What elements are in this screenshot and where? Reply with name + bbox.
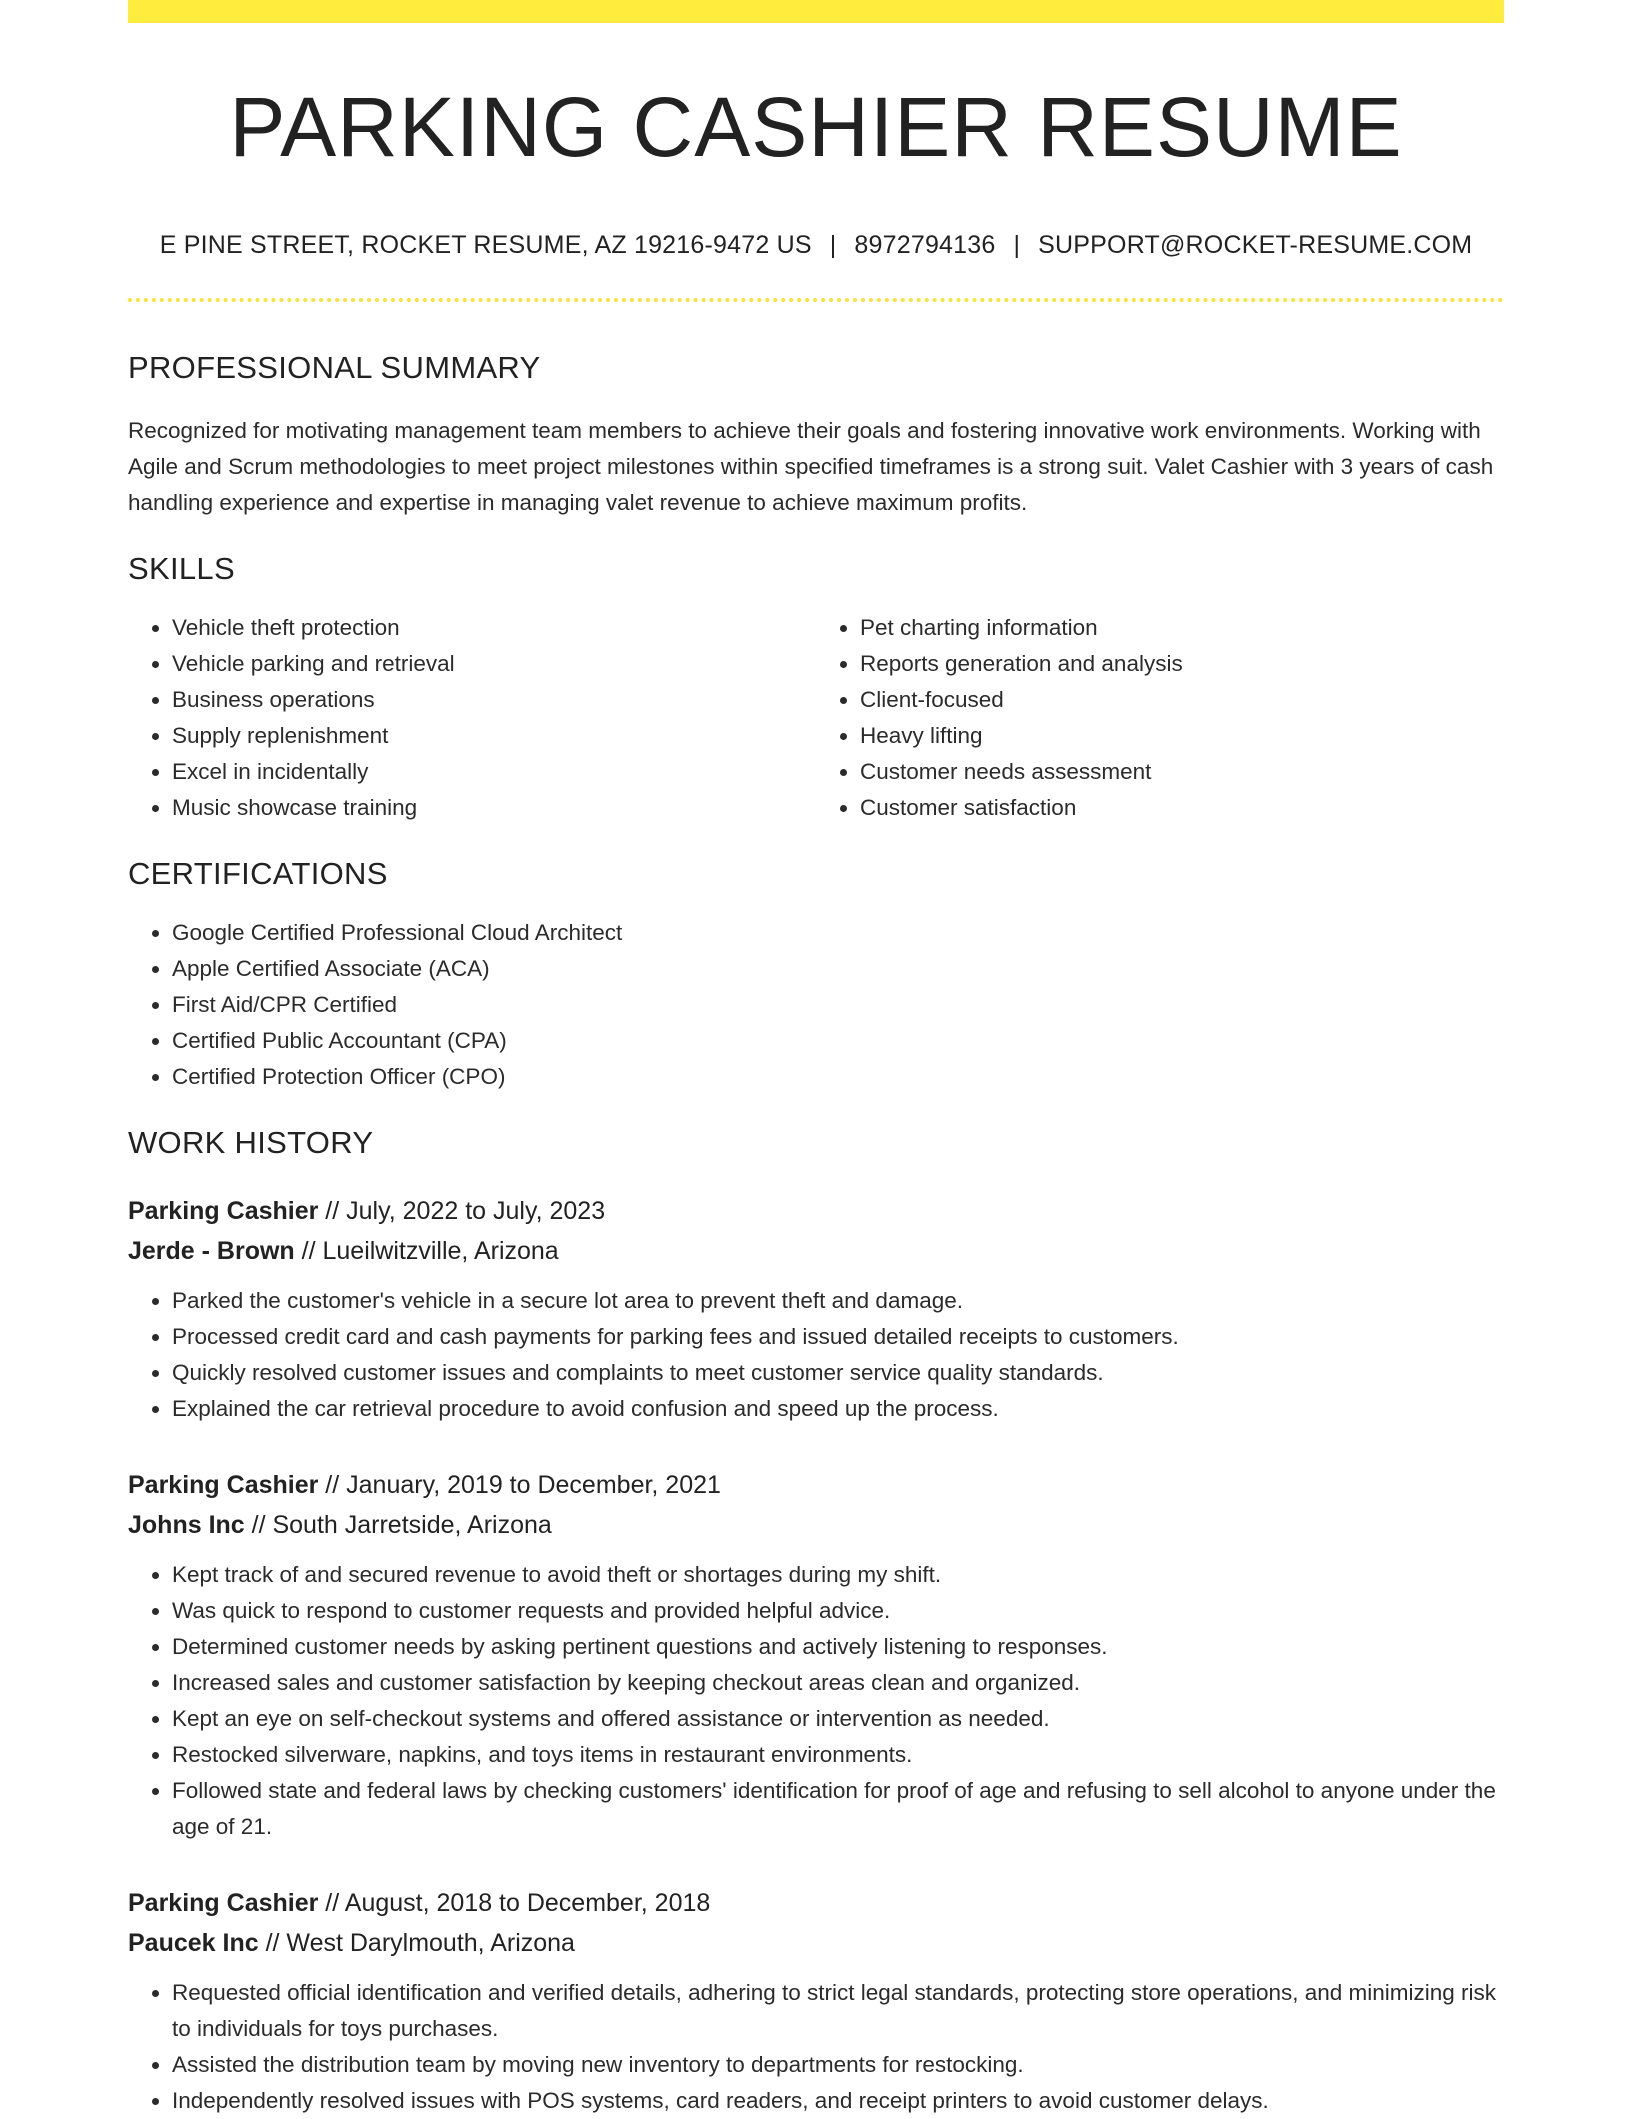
job-title: Parking Cashier xyxy=(128,1471,319,1500)
job-title: Parking Cashier xyxy=(128,1889,319,1918)
job-company: Jerde - Brown xyxy=(128,1237,295,1266)
job-company: Paucek Inc xyxy=(128,1929,259,1958)
contact-line xyxy=(128,231,1504,260)
certification-item: • Apple Certified Associate (ACA) xyxy=(172,951,1504,987)
job-bullet: • Restocked silverware, napkins, and toys items in restaurant environments. xyxy=(172,1737,1504,1773)
job-bullet: • Kept track of and secured revenue to avoid theft or shortages during my shift. xyxy=(172,1557,1504,1593)
skills-list xyxy=(128,610,1504,826)
skill-item: • Business operations xyxy=(172,682,816,718)
job-dates: // August, 2018 to December, 2018 xyxy=(318,1889,711,1918)
job-bullet: • Independently resolved issues with POS systems, card readers, and receipt printers to avoid customer delays. xyxy=(172,2083,1504,2119)
skill-item: • Client-focused xyxy=(860,682,1504,718)
skills-column-left xyxy=(128,610,816,826)
job-bullets xyxy=(128,1283,1504,1427)
work-history-heading: WORK HISTORY xyxy=(128,1125,374,1161)
resume-page xyxy=(128,0,1504,2119)
job-bullet: • Followed state and federal laws by checking customers' identification for proof of age and refusing to sell alcohol to anyone under the age of 21. xyxy=(172,1773,1504,1845)
contact-separator: | xyxy=(829,231,837,260)
skills-column-right xyxy=(816,610,1504,826)
skill-item: • Excel in incidentally xyxy=(172,754,816,790)
job-title: Parking Cashier xyxy=(128,1197,319,1226)
job-title-line xyxy=(128,1883,1504,1923)
skill-item: • Customer needs assessment xyxy=(860,754,1504,790)
job-company-line xyxy=(128,1505,1504,1545)
job-bullets xyxy=(128,1557,1504,1845)
summary-heading: PROFESSIONAL SUMMARY xyxy=(128,350,541,386)
contact-address: E PINE STREET, ROCKET RESUME, AZ 19216-9472 US xyxy=(159,231,812,260)
certifications-list xyxy=(128,915,1504,1095)
job-bullet: • Kept an eye on self-checkout systems and offered assistance or intervention as needed. xyxy=(172,1701,1504,1737)
job-location: // South Jarretside, Arizona xyxy=(244,1511,552,1540)
skill-item: • Reports generation and analysis xyxy=(860,646,1504,682)
job-dates: // July, 2022 to July, 2023 xyxy=(318,1197,606,1226)
job-title-line xyxy=(128,1465,1504,1505)
certification-item: • Certified Public Accountant (CPA) xyxy=(172,1023,1504,1059)
resume-title: PARKING CASHIER RESUME xyxy=(229,80,1403,174)
contact-separator: | xyxy=(1013,231,1021,260)
job-entry xyxy=(128,1465,1504,1845)
certifications-heading: CERTIFICATIONS xyxy=(128,856,388,892)
job-bullet: • Requested official identification and verified details, adhering to strict legal standards, protecting store operations, and minimizing risk to individuals for toys purchases. xyxy=(172,1975,1504,2047)
job-entry xyxy=(128,1883,1504,2119)
skill-item: • Pet charting information xyxy=(860,610,1504,646)
skills-heading: SKILLS xyxy=(128,551,235,587)
top-accent-bar xyxy=(128,0,1504,23)
job-bullets xyxy=(128,1975,1504,2119)
skill-item: • Heavy lifting xyxy=(860,718,1504,754)
job-dates: // January, 2019 to December, 2021 xyxy=(318,1471,721,1500)
summary-text: Recognized for motivating management team members to achieve their goals and fostering innovative work environments. Working with Agile and Scrum methodologies to meet project milestones within specified timeframes is a strong suit. Valet Cashier with 3 years of cash handling experience and expertise in managing valet revenue to achieve maximum profits. xyxy=(128,418,1494,516)
skill-item: • Vehicle parking and retrieval xyxy=(172,646,816,682)
job-bullet: • Explained the car retrieval procedure to avoid confusion and speed up the process. xyxy=(172,1391,1504,1427)
skill-item: • Supply replenishment xyxy=(172,718,816,754)
certification-item: • Google Certified Professional Cloud Architect xyxy=(172,915,1504,951)
certification-item: • First Aid/CPR Certified xyxy=(172,987,1504,1023)
job-bullet: • Parked the customer's vehicle in a secure lot area to prevent theft and damage. xyxy=(172,1283,1504,1319)
skill-item: • Music showcase training xyxy=(172,790,816,826)
skill-item: • Vehicle theft protection xyxy=(172,610,816,646)
skill-item: • Customer satisfaction xyxy=(860,790,1504,826)
job-location: // West Darylmouth, Arizona xyxy=(258,1929,575,1958)
job-company: Johns Inc xyxy=(128,1511,245,1540)
job-entry xyxy=(128,1191,1504,1427)
job-bullet: • Processed credit card and cash payments for parking fees and issued detailed receipts to customers. xyxy=(172,1319,1504,1355)
job-bullet: • Assisted the distribution team by moving new inventory to departments for restocking. xyxy=(172,2047,1504,2083)
job-bullet: • Increased sales and customer satisfaction by keeping checkout areas clean and organized. xyxy=(172,1665,1504,1701)
job-bullet: • Was quick to respond to customer requests and provided helpful advice. xyxy=(172,1593,1504,1629)
dotted-divider xyxy=(128,298,1504,302)
contact-email: SUPPORT@ROCKET-RESUME.COM xyxy=(1038,231,1473,260)
job-bullet: • Quickly resolved customer issues and complaints to meet customer service quality standards. xyxy=(172,1355,1504,1391)
certification-item: • Certified Protection Officer (CPO) xyxy=(172,1059,1504,1095)
job-title-line xyxy=(128,1191,1504,1231)
job-company-line xyxy=(128,1231,1504,1271)
job-bullet: • Determined customer needs by asking pertinent questions and actively listening to responses. xyxy=(172,1629,1504,1665)
job-company-line xyxy=(128,1923,1504,1963)
contact-phone: 8972794136 xyxy=(854,231,996,260)
job-location: // Lueilwitzville, Arizona xyxy=(294,1237,559,1266)
